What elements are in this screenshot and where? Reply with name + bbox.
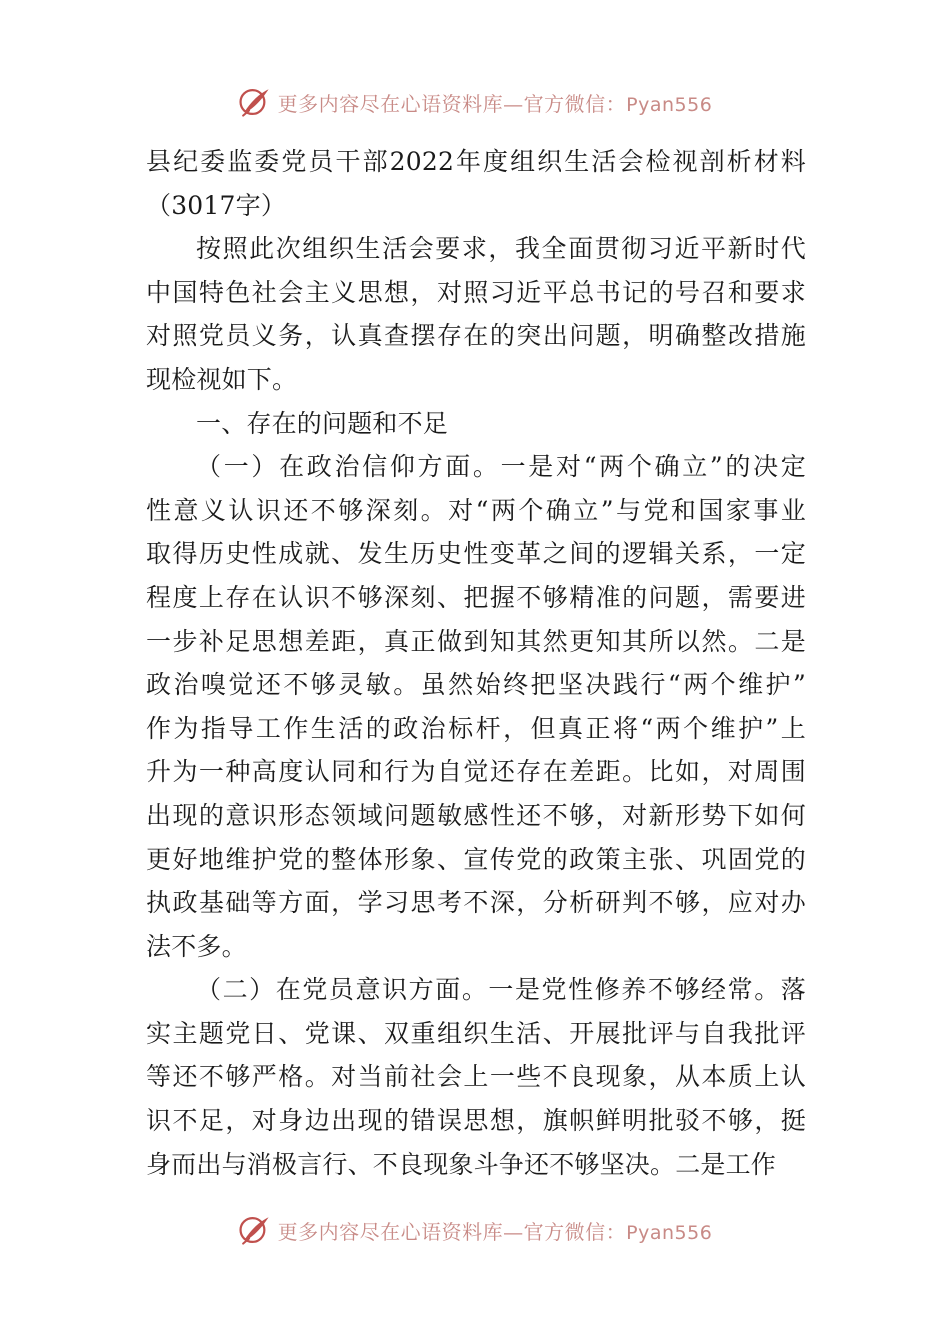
paragraph-line: 现检视如下。 (146, 364, 298, 394)
paragraph-line: 程度上存在认识不够深刻、把握不够精准的问题，需要进 (146, 582, 806, 612)
paragraph-line: 等还不够严格。对当前社会上一些不良现象，从本质上认 (146, 1062, 806, 1092)
paragraph-line: （二）在党员意识方面。一是党性修养不够经常。落 (196, 975, 806, 1005)
document-title-line: （3017字） (146, 190, 287, 220)
paragraph-line: 作为指导工作生活的政治标杆，但真正将“两个维护”上 (146, 713, 806, 743)
paragraph-line: 一步补足思想差距，真正做到知其然更知其所以然。二是 (146, 626, 806, 656)
footer-banner (0, 1208, 950, 1252)
document-body (146, 140, 806, 1186)
paragraph-line: 按照此次组织生活会要求，我全面贯彻习近平新时代 (196, 234, 806, 264)
header-banner (0, 80, 950, 124)
feather-pen-logo-icon (238, 85, 272, 119)
paragraph-line: 执政基础等方面，学习思考不深，分析研判不够，应对办 (146, 888, 806, 918)
paragraph-line: 取得历史性成就、发生历史性变革之间的逻辑关系，一定 (146, 539, 806, 569)
paragraph-line: 出现的意识形态领域问题敏感性还不够，对新形势下如何 (146, 800, 806, 830)
paragraph-line: 中国特色社会主义思想，对照习近平总书记的号召和要求 (146, 277, 806, 307)
paragraph-line: 法不多。 (146, 931, 247, 961)
paragraph-line: 身而出与消极言行、不良现象斗争还不够坚决。二是工作 (146, 1149, 777, 1179)
banner-text: 更多内容尽在心语资料库—官方微信：Pyan556 (277, 1219, 713, 1244)
feather-pen-logo-icon (238, 1213, 272, 1247)
paragraph-line: 对照党员义务，认真查摆存在的突出问题，明确整改措施 (146, 321, 806, 351)
paragraph-line: 更好地维护党的整体形象、宣传党的政策主张、巩固党的 (146, 844, 806, 874)
paragraph-line: 识不足，对身边出现的错误思想，旗帜鲜明批驳不够，挺 (146, 1106, 806, 1136)
paragraph-line: （一）在政治信仰方面。一是对“两个确立”的决定 (196, 452, 806, 482)
paragraph-line: 政治嗅觉还不够灵敏。虽然始终把坚决践行“两个维护” (146, 670, 806, 700)
paragraph-line: 实主题党日、党课、双重组织生活、开展批评与自我批评 (146, 1018, 806, 1048)
document-title-line: 县纪委监委党员干部2022年度组织生活会检视剖析材料 (146, 147, 806, 176)
banner-text: 更多内容尽在心语资料库—官方微信：Pyan556 (277, 91, 713, 116)
paragraph-line: 一、存在的问题和不足 (196, 408, 449, 438)
paragraph-line: 升为一种高度认同和行为自觉还存在差距。比如，对周围 (146, 757, 806, 787)
paragraph-line: 性意义认识还不够深刻。对“两个确立”与党和国家事业 (146, 495, 806, 525)
